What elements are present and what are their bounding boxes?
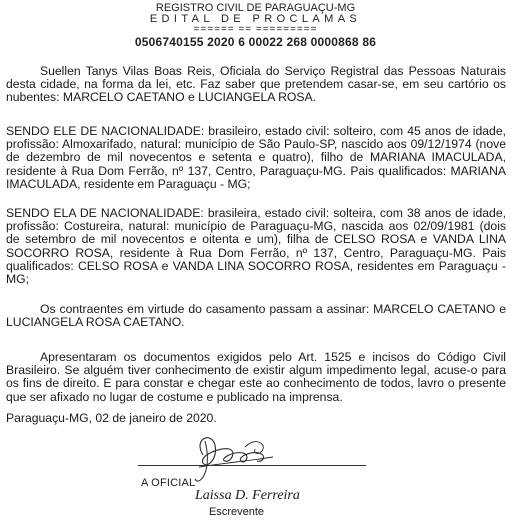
documents-text: Apresentaram os documentos exigidos pelo Art. 1525 e incisos do Código Civil Brasileiro. Se alguém tiver conhecimento de existir algum impedimento legal, acuse-o para os fins de direito. E para constar e chegar este ao conhecimento de todos, lavro o presente que ser afixado no lugar de costume e publicado na imprensa. [6, 350, 506, 404]
registration-code: 0506740155 2020 6 00022 268 0000868 86 [134, 35, 377, 49]
bride-paragraph [6, 207, 506, 286]
place-date-text: Paraguaçu-MG, 02 de janeiro de 2020. [6, 411, 217, 425]
handwritten-signature [185, 425, 285, 495]
title-underline: ====== == ========= [193, 24, 318, 35]
signatory-role: Escrevente [209, 506, 265, 518]
groom-paragraph [6, 125, 506, 191]
documents-paragraph [6, 351, 506, 404]
contract-paragraph [6, 303, 506, 329]
bride-text: SENDO ELA DE NACIONALIDADE: brasileira, estado civil: solteira, com 38 anos de idade, profissão: Costureira, natural: município de Paraguaçu-MG, nascida aos 02/09/1981 (dois de setembro de mil novecentos e oitenta e um), filha de CELSO ROSA e VANDA LINA SOCORRO ROSA, residente à Rua Dom Ferrão, nº 137, Centro, Paraguaçu-MG. Pais qualificados: CELSO ROSA e VANDA LINA SOCORRO ROSA, residentes em Paraguaçu - MG; [6, 206, 506, 287]
edital-title: EDITAL DE PROCLAMAS [149, 13, 362, 25]
signature-line [138, 465, 366, 466]
registry-title: REGISTRO CIVIL DE PARAGUAÇU-MG [155, 2, 356, 14]
intro-paragraph [6, 65, 506, 105]
contract-text: Os contraentes em virtude do casamento passam a assinar: MARCELO CAETANO e LUCIANGELA ROSA CAETANO. [6, 302, 506, 330]
signature-label: A OFICIAL [141, 477, 196, 489]
intro-text: Suellen Tanys Vilas Boas Reis, Oficiala do Serviço Registral das Pessoas Naturais desta cidade, na forma da lei, etc. Faz saber que pretendem casar-se, em seu cartório os nubentes: MARCELO CAETANO e LUCIANGELA ROSA. [6, 64, 506, 105]
groom-text: SENDO ELE DE NACIONALIDADE: brasileiro, estado civil: solteiro, com 45 anos de idade, profissão: Almoxarifado, natural: município de São Paulo-SP, nascido aos 09/12/1974 (nove de dezembro de mil novecentos e setenta e quatro), filho de MARIANA IMACULADA, residente à Rua Dom Ferrão, nº 137, Centro, Paraguaçu-MG. Pais qualificados: MARIANA IMACULADA, residente em Paraguaçu - MG; [6, 124, 506, 191]
place-date [6, 412, 506, 425]
signatory-name: Laissa D. Ferreira [195, 488, 300, 503]
